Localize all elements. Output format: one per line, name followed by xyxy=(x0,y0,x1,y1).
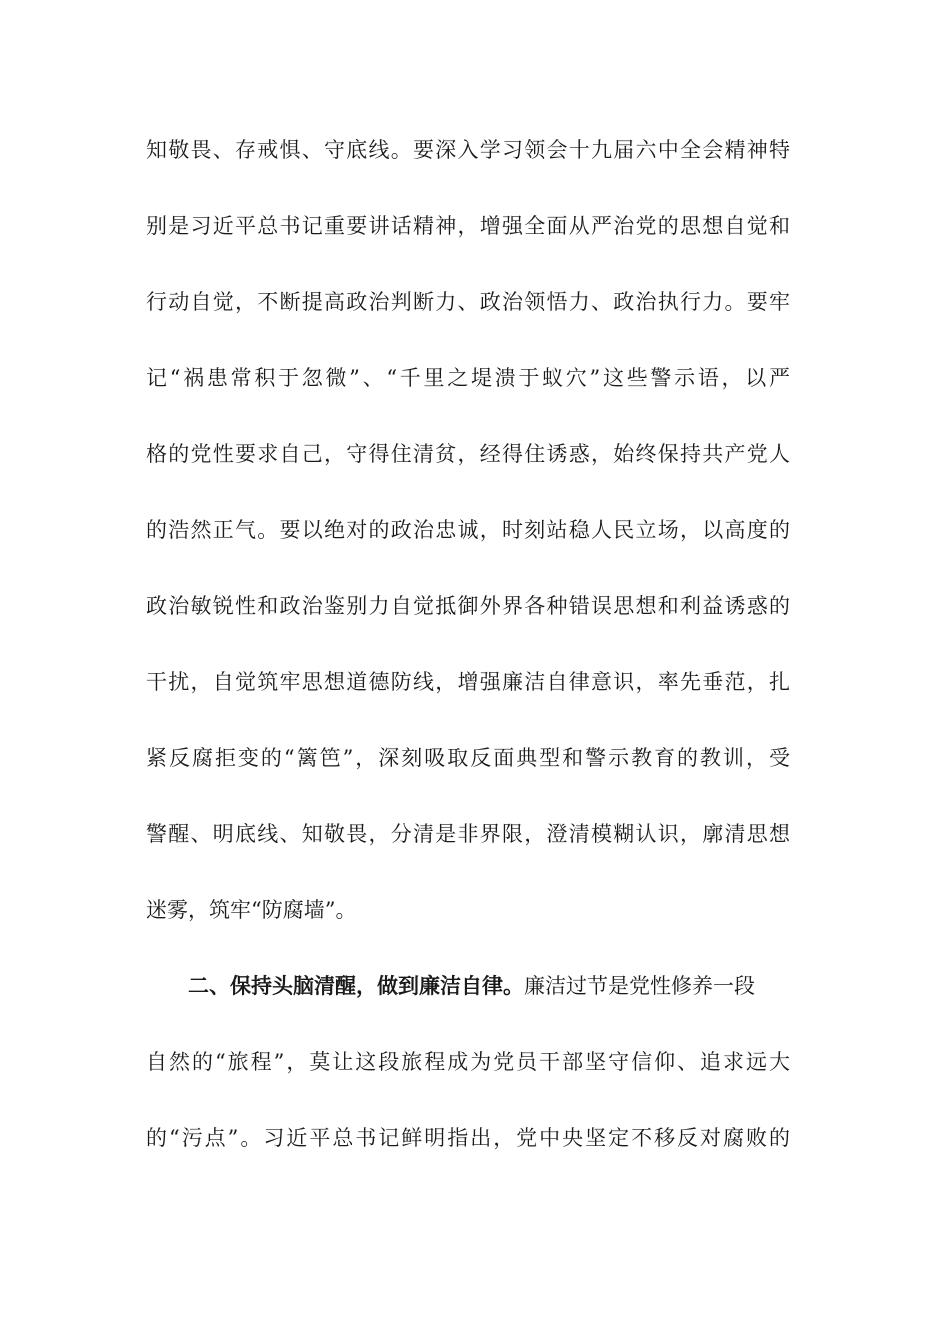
section-heading-line xyxy=(188,966,790,1006)
text-line: 别是习近平总书记重要讲话精神，增强全面从严治党的思想自觉和 xyxy=(146,214,790,238)
text-line: 政治敏锐性和政治鉴别力自觉抵御外界各种错误思想和利益诱惑的 xyxy=(146,594,790,618)
text-line: 自然的“旅程”，莫让这段旅程成为党员干部坚守信仰、追求远大 xyxy=(146,1050,790,1074)
text-line: 的浩然正气。要以绝对的政治忠诚，时刻站稳人民立场，以高度的 xyxy=(146,518,790,542)
text-line: 干扰，自觉筑牢思想道德防线，增强廉洁自律意识，率先垂范，扎 xyxy=(146,670,790,694)
text-line: 行动自觉，不断提高政治判断力、政治领悟力、政治执行力。要牢 xyxy=(146,290,790,314)
section-heading: 二、保持头脑清醒，做到廉洁自律。 xyxy=(188,974,524,998)
text-line: 警醒、明底线、知敬畏，分清是非界限，澄清模糊认识，廓清思想 xyxy=(146,822,790,846)
text-line-last: 迷雾，筑牢“防腐墙”。 xyxy=(146,898,357,922)
text-line: 的“污点”。习近平总书记鲜明指出，党中央坚定不移反对腐败的 xyxy=(146,1126,790,1150)
section-heading-rest: 廉洁过节是党性修养一段 xyxy=(524,974,755,998)
text-line: 格的党性要求自己，守得住清贫，经得住诱惑，始终保持共产党人 xyxy=(146,442,790,466)
text-line: 记“祸患常积于忽微”、“千里之堤溃于蚁穴”这些警示语，以严 xyxy=(146,366,790,390)
text-line: 知敬畏、存戒惧、守底线。要深入学习领会十九届六中全会精神特 xyxy=(146,138,790,162)
text-line: 紧反腐拒变的“篱笆”，深刻吸取反面典型和警示教育的教训，受 xyxy=(146,746,790,770)
